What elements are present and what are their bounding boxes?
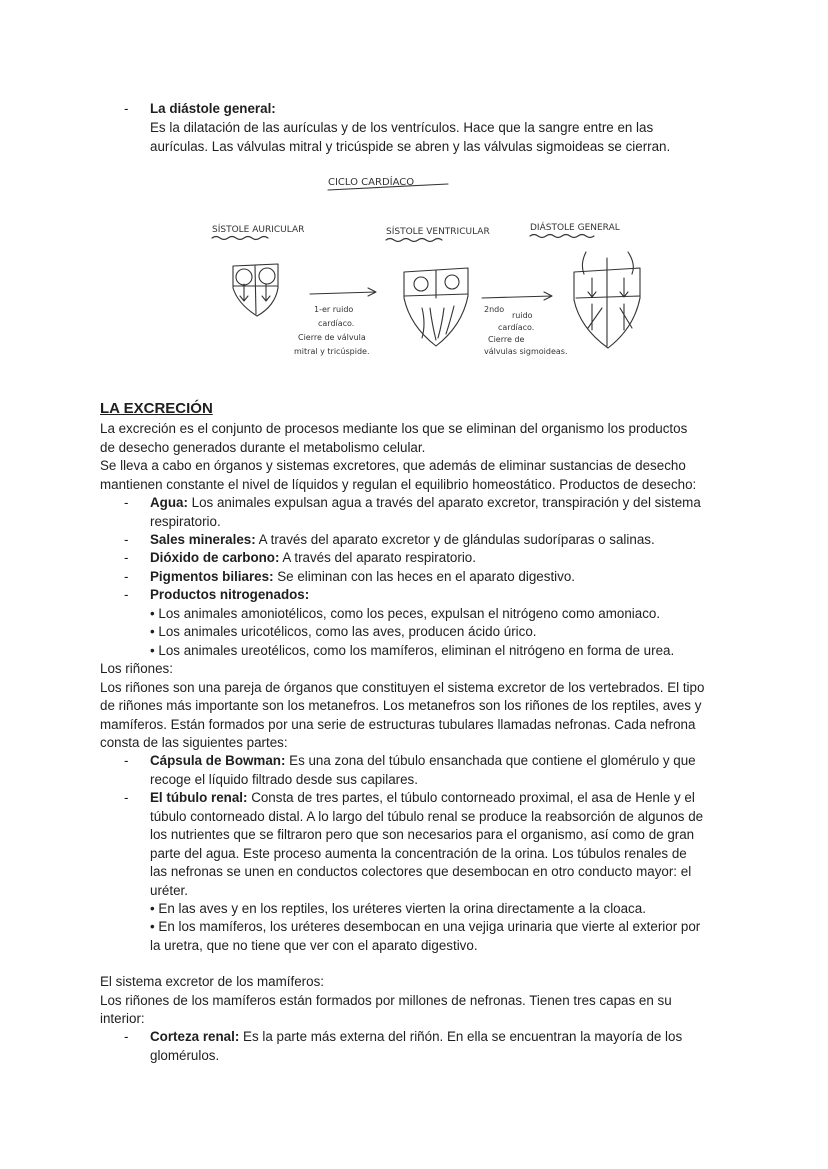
tubulo-cont-8: la uretra, que no tiene que ver con el aparato digestivo. (150, 938, 478, 953)
item-pigmentos (150, 568, 575, 586)
item-term: Productos nitrogenados: (150, 587, 310, 602)
diastole-line-1: Es la dilatación de las aurículas y de los ventrículos. Hace que la sangre entre en las (150, 120, 654, 135)
bullet-dash: - (124, 1029, 129, 1044)
bullet-dash: - (124, 587, 129, 602)
tubulo-cont-4: las nefronas se unen en conductos colectores que desembocan en otro conducto mayor: el (150, 864, 692, 879)
note2-line-3: cardíaco. (498, 323, 535, 332)
note2-line-2: ruido (512, 311, 533, 320)
item-text: A través del aparato respiratorio. (279, 550, 476, 565)
nitro-line-2: • Los animales uricotélicos, como las aves, producen ácido úrico. (150, 624, 537, 639)
excrecion-intro-1: La excreción es el conjunto de procesos mediante los que se eliminan del organismo los productos (100, 421, 688, 436)
bullet-dash: - (124, 753, 129, 768)
bullet-dash: - (124, 550, 129, 565)
stage3-label: DIÁSTOLE GENERAL (530, 223, 620, 233)
mamiferos-line-2: interior: (100, 1011, 145, 1026)
bullet-dash: - (124, 101, 129, 116)
arrow-1 (310, 288, 376, 296)
item-text: Es la parte más externa del riñón. En ella se encuentran la mayoría de los (239, 1029, 683, 1044)
item-nitrogenados (150, 586, 309, 604)
diagram-title: CICLO CARDÍACO (328, 177, 415, 188)
excrecion-intro-3: Se lleva a cabo en órganos y sistemas excretores, que además de eliminar sustancias de desecho (100, 458, 686, 473)
nitro-line-1: • Los animales amoniotélicos, como los peces, expulsan el nitrógeno como amoniaco. (150, 606, 661, 621)
item-agua (150, 494, 701, 512)
arrow-2 (482, 292, 552, 300)
item-text: Se eliminan con las heces en el aparato digestivo. (273, 569, 576, 584)
stage1-label: SÍSTOLE AURICULAR (212, 225, 305, 235)
rinones-line-3: mamíferos. Están formados por una serie de estructuras tubulares llamadas nefronas. Cada nefrona (100, 717, 696, 732)
stage2-underline (386, 239, 442, 242)
diastole-title: La diástole general: (150, 101, 276, 116)
mamiferos-label: El sistema excretor de los mamíferos: (100, 974, 324, 989)
item-corteza (150, 1028, 682, 1046)
item-term: Corteza renal: (150, 1029, 240, 1044)
bullet-dash: - (124, 790, 129, 805)
excrecion-intro-2: de desecho generados durante el metabolismo celular. (100, 440, 426, 455)
rinones-line-1: Los riñones son una pareja de órganos que constituyen el sistema excretor de los vertebrados. El tipo (100, 680, 705, 695)
item-tubulo (150, 789, 695, 807)
note1-line-3: Cierre de válvula (298, 333, 366, 342)
note2-line-4: Cierre de (488, 335, 525, 344)
tubulo-cont-2: los nutrientes que se filtraron pero que son necesarios para el organismo, así como de gran (150, 827, 695, 842)
item-term: Cápsula de Bowman: (150, 753, 286, 768)
bullet-dash: - (124, 495, 129, 510)
diastole-line-2: aurículas. Las válvulas mitral y tricúspide se abren y las válvulas sigmoideas se cierran. (150, 139, 671, 154)
note1-line-1: 1-er ruido (314, 305, 354, 314)
mamiferos-line-1: Los riñones de los mamíferos están formados por millones de nefronas. Tienen tres capas en su (100, 993, 672, 1008)
stage2-label: SÍSTOLE VENTRICULAR (386, 227, 490, 237)
stage3-underline (530, 235, 594, 238)
note1-line-2: cardíaco. (318, 319, 355, 328)
corteza-cont: glomérulos. (150, 1048, 220, 1063)
section-heading-excrecion: LA EXCRECIÓN (100, 400, 213, 417)
tubulo-cont-5: uréter. (150, 883, 188, 898)
capsula-cont-1: recoge el líquido filtrado desde sus capilares. (150, 772, 418, 787)
rinones-line-2: de riñones más importante son los metanefros. Los metanefros son los riñones de los reptiles, aves y (100, 698, 702, 713)
excrecion-intro-4: mantienen constante el nivel de líquidos y regulan el equilibrio homeostático. Productos de desecho: (100, 477, 697, 492)
item-term: Sales minerales: (150, 532, 256, 547)
heart-atrial-systole (233, 264, 278, 316)
item-agua-cont: respiratorio. (150, 514, 221, 529)
bullet-dash: - (124, 532, 129, 547)
nitro-line-3: • Los animales ureotélicos, como los mamíferos, eliminan el nitrógeno en forma de urea. (150, 643, 675, 658)
rinones-label: Los riñones: (100, 661, 173, 676)
item-term: Agua: (150, 495, 188, 510)
tubulo-cont-6: • En las aves y en los reptiles, los uréteres vierten la orina directamente a la cloaca. (150, 901, 646, 916)
item-capsula (150, 752, 696, 770)
note1-line-4: mitral y tricúspide. (294, 347, 370, 356)
tubulo-cont-1: túbulo contorneado distal. A lo largo del túbulo renal se produce la reabsorción de algunos de (150, 809, 704, 824)
item-text: Es una zona del túbulo ensanchada que contiene el glomérulo y que (285, 753, 696, 768)
tubulo-cont-3: parte del agua. Este proceso aumenta la concentración de la orina. Los túbulos renales de (150, 846, 687, 861)
item-text: Los animales expulsan agua a través del aparato excretor, transpiración y del sistema (187, 495, 701, 510)
note2-line-1: 2ndo (484, 305, 505, 314)
item-sales (150, 531, 655, 549)
heart-ventricular-systole (404, 268, 468, 346)
rinones-line-4: consta de las siguientes partes: (100, 735, 288, 750)
tubulo-cont-7: • En los mamíferos, los uréteres desembocan en una vejiga urinaria que vierte al exterior por (150, 919, 701, 934)
item-text: A través del aparato excretor y de glándulas sudoríparas o salinas. (255, 532, 655, 547)
item-term: Dióxido de carbono: (150, 550, 280, 565)
note2-line-5: válvulas sigmoideas. (484, 347, 568, 356)
stage1-underline (212, 237, 268, 240)
item-term: Pigmentos biliares: (150, 569, 274, 584)
item-co2 (150, 549, 476, 567)
cardiac-cycle-diagram (200, 168, 660, 380)
heart-general-diastole (574, 252, 640, 348)
bullet-dash: - (124, 569, 129, 584)
item-text: Consta de tres partes, el túbulo contorneado proximal, el asa de Henle y el (247, 790, 695, 805)
item-term: El túbulo renal: (150, 790, 248, 805)
